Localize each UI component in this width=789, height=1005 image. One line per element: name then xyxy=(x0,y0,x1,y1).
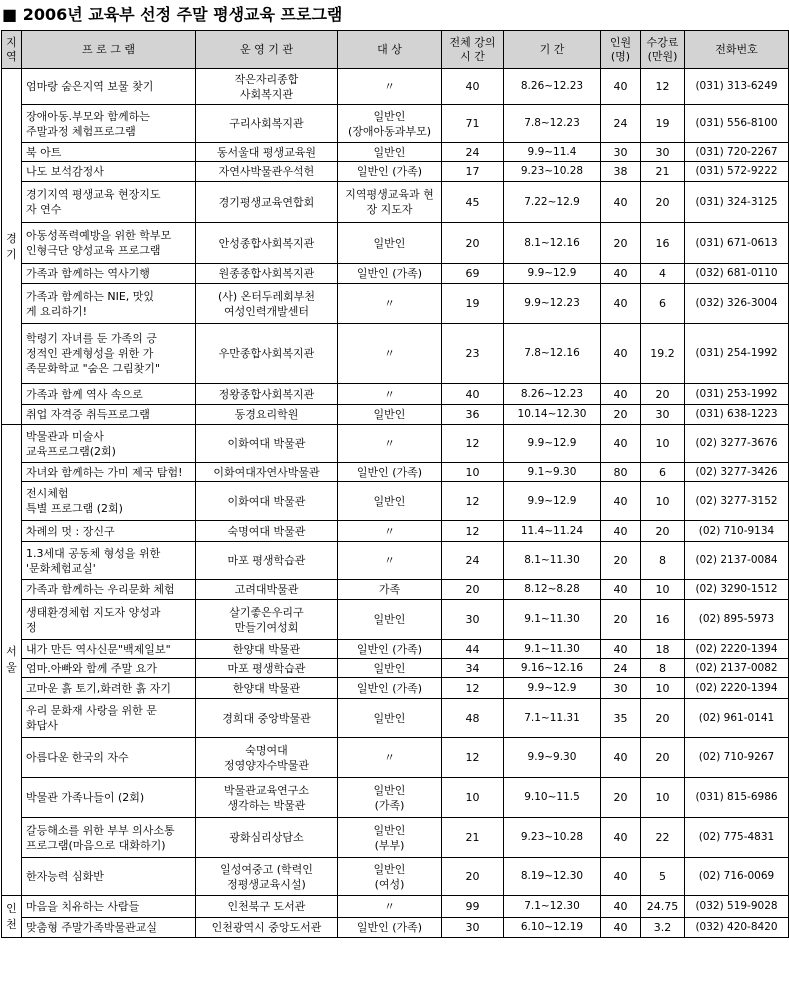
program-cell: 한자능력 심화반 xyxy=(22,858,196,896)
sessions-cell: 12 xyxy=(442,425,504,463)
sessions-cell: 17 xyxy=(442,162,504,182)
phone-cell: (02) 3277-3426 xyxy=(685,463,789,482)
period-cell: 8.1~11.30 xyxy=(504,542,601,580)
target-cell: 일반인 (장애아동과부모) xyxy=(338,105,442,143)
fee-cell: 8 xyxy=(641,659,685,678)
sessions-cell: 20 xyxy=(442,580,504,600)
header-target: 대 상 xyxy=(338,31,442,69)
period-cell: 9.16~12.16 xyxy=(504,659,601,678)
org-cell: 구리사회복지관 xyxy=(196,105,338,143)
program-cell: 1.3세대 공동체 형성을 위한 '문화체험교실' xyxy=(22,542,196,580)
program-cell: 차례의 멋 : 장신구 xyxy=(22,521,196,542)
org-cell: 안성종합사회복지관 xyxy=(196,223,338,264)
phone-cell: (02) 2220-1394 xyxy=(685,678,789,699)
phone-cell: (02) 716-0069 xyxy=(685,858,789,896)
program-cell: 내가 만든 역사신문"백제일보" xyxy=(22,640,196,659)
org-cell: 우만종합사회복지관 xyxy=(196,324,338,384)
fee-cell: 6 xyxy=(641,284,685,324)
table-row xyxy=(2,600,789,640)
target-cell: 일반인 (가족) xyxy=(338,264,442,284)
sessions-cell: 44 xyxy=(442,640,504,659)
fee-cell: 22 xyxy=(641,818,685,858)
program-cell: 마음을 치유하는 사람들 xyxy=(22,896,196,918)
period-cell: 7.8~12.16 xyxy=(504,324,601,384)
fee-cell: 30 xyxy=(641,405,685,425)
org-cell: 박물관교육연구소 생각하는 박물관 xyxy=(196,778,338,818)
org-cell: 마포 평생학습관 xyxy=(196,659,338,678)
org-cell: 일성여중고 (학력인 정평생교육시설) xyxy=(196,858,338,896)
program-cell: 엄마.아빠와 함께 주말 요가 xyxy=(22,659,196,678)
table-row xyxy=(2,384,789,405)
target-cell: 일반인 (가족) xyxy=(338,463,442,482)
period-cell: 9.9~12.9 xyxy=(504,678,601,699)
period-cell: 9.9~12.9 xyxy=(504,425,601,463)
org-cell: 작은자리종합 사회복지관 xyxy=(196,69,338,105)
capacity-cell: 40 xyxy=(601,640,641,659)
target-cell: 〃 xyxy=(338,284,442,324)
fee-cell: 20 xyxy=(641,182,685,223)
capacity-cell: 40 xyxy=(601,580,641,600)
phone-cell: (032) 519-9028 xyxy=(685,896,789,918)
capacity-cell: 40 xyxy=(601,182,641,223)
org-cell: 자연사박물관우석헌 xyxy=(196,162,338,182)
table-row xyxy=(2,896,789,918)
header-row xyxy=(2,31,789,69)
table-row xyxy=(2,425,789,463)
table-row xyxy=(2,699,789,738)
capacity-cell: 20 xyxy=(601,600,641,640)
phone-cell: (02) 2137-0082 xyxy=(685,659,789,678)
program-cell: 박물관과 미술사 교육프로그램(2회) xyxy=(22,425,196,463)
program-cell: 가족과 함께 역사 속으로 xyxy=(22,384,196,405)
phone-cell: (02) 710-9134 xyxy=(685,521,789,542)
capacity-cell: 20 xyxy=(601,223,641,264)
phone-cell: (032) 420-8420 xyxy=(685,918,789,938)
sessions-cell: 71 xyxy=(442,105,504,143)
program-cell: 가족과 함께하는 우리문화 체험 xyxy=(22,580,196,600)
fee-cell: 20 xyxy=(641,699,685,738)
org-cell: 인천광역시 중앙도서관 xyxy=(196,918,338,938)
fee-cell: 6 xyxy=(641,463,685,482)
capacity-cell: 40 xyxy=(601,264,641,284)
table-row xyxy=(2,284,789,324)
table-row xyxy=(2,223,789,264)
sessions-cell: 24 xyxy=(442,143,504,162)
table-row xyxy=(2,678,789,699)
target-cell: 〃 xyxy=(338,896,442,918)
program-cell: 엄마랑 숨은지역 보물 찾기 xyxy=(22,69,196,105)
program-cell: 박물관 가족나들이 (2회) xyxy=(22,778,196,818)
target-cell: 〃 xyxy=(338,738,442,778)
header-fee: 수강료 (만원) xyxy=(641,31,685,69)
capacity-cell: 20 xyxy=(601,542,641,580)
fee-cell: 12 xyxy=(641,69,685,105)
fee-cell: 10 xyxy=(641,482,685,521)
table-row xyxy=(2,463,789,482)
fee-cell: 19.2 xyxy=(641,324,685,384)
period-cell: 9.9~12.23 xyxy=(504,284,601,324)
phone-cell: (02) 2137-0084 xyxy=(685,542,789,580)
table-body xyxy=(2,69,789,938)
org-cell: 이화여대자연사박물관 xyxy=(196,463,338,482)
capacity-cell: 40 xyxy=(601,69,641,105)
target-cell: 일반인 xyxy=(338,482,442,521)
target-cell: 일반인 xyxy=(338,223,442,264)
region-cell: 경 기 xyxy=(2,69,22,425)
capacity-cell: 40 xyxy=(601,918,641,938)
program-cell: 우리 문화재 사랑을 위한 문 화답사 xyxy=(22,699,196,738)
table-row xyxy=(2,918,789,938)
phone-cell: (032) 326-3004 xyxy=(685,284,789,324)
page-title: ■ 2006년 교육부 선정 주말 평생교육 프로그램 xyxy=(2,5,343,24)
table-row xyxy=(2,640,789,659)
period-cell: 6.10~12.19 xyxy=(504,918,601,938)
phone-cell: (02) 2220-1394 xyxy=(685,640,789,659)
program-cell: 학령기 자녀를 둔 가족의 긍 정적인 관계형성을 위한 가 족문화학교 "숨은 그림찾기" xyxy=(22,324,196,384)
table-row xyxy=(2,542,789,580)
period-cell: 9.9~9.30 xyxy=(504,738,601,778)
target-cell: 일반인 (가족) xyxy=(338,162,442,182)
phone-cell: (02) 895-5973 xyxy=(685,600,789,640)
fee-cell: 20 xyxy=(641,521,685,542)
sessions-cell: 10 xyxy=(442,778,504,818)
header-org: 운 영 기 관 xyxy=(196,31,338,69)
period-cell: 8.19~12.30 xyxy=(504,858,601,896)
period-cell: 7.22~12.9 xyxy=(504,182,601,223)
capacity-cell: 38 xyxy=(601,162,641,182)
sessions-cell: 30 xyxy=(442,600,504,640)
fee-cell: 19 xyxy=(641,105,685,143)
fee-cell: 5 xyxy=(641,858,685,896)
sessions-cell: 12 xyxy=(442,521,504,542)
org-cell: 인천북구 도서관 xyxy=(196,896,338,918)
capacity-cell: 40 xyxy=(601,521,641,542)
period-cell: 9.23~10.28 xyxy=(504,818,601,858)
table-row xyxy=(2,778,789,818)
phone-cell: (031) 572-9222 xyxy=(685,162,789,182)
period-cell: 9.1~11.30 xyxy=(504,600,601,640)
org-cell: 이화여대 박물관 xyxy=(196,482,338,521)
period-cell: 9.9~12.9 xyxy=(504,264,601,284)
capacity-cell: 24 xyxy=(601,659,641,678)
phone-cell: (031) 556-8100 xyxy=(685,105,789,143)
period-cell: 10.14~12.30 xyxy=(504,405,601,425)
program-cell: 경기지역 평생교육 현장지도 자 연수 xyxy=(22,182,196,223)
sessions-cell: 19 xyxy=(442,284,504,324)
table-row xyxy=(2,105,789,143)
capacity-cell: 40 xyxy=(601,384,641,405)
period-cell: 7.1~12.30 xyxy=(504,896,601,918)
phone-cell: (02) 961-0141 xyxy=(685,699,789,738)
fee-cell: 4 xyxy=(641,264,685,284)
org-cell: 고려대박물관 xyxy=(196,580,338,600)
fee-cell: 18 xyxy=(641,640,685,659)
org-cell: 광화심리상담소 xyxy=(196,818,338,858)
org-cell: 숙명여대 박물관 xyxy=(196,521,338,542)
sessions-cell: 12 xyxy=(442,678,504,699)
fee-cell: 24.75 xyxy=(641,896,685,918)
org-cell: 이화여대 박물관 xyxy=(196,425,338,463)
table-row xyxy=(2,580,789,600)
target-cell: 가족 xyxy=(338,580,442,600)
table-row xyxy=(2,405,789,425)
fee-cell: 8 xyxy=(641,542,685,580)
sessions-cell: 10 xyxy=(442,463,504,482)
table-row xyxy=(2,182,789,223)
org-cell: 마포 평생학습관 xyxy=(196,542,338,580)
table-row xyxy=(2,818,789,858)
target-cell: 〃 xyxy=(338,384,442,405)
phone-cell: (02) 3277-3152 xyxy=(685,482,789,521)
period-cell: 8.12~8.28 xyxy=(504,580,601,600)
capacity-cell: 40 xyxy=(601,482,641,521)
target-cell: 일반인 (가족) xyxy=(338,640,442,659)
fee-cell: 10 xyxy=(641,580,685,600)
capacity-cell: 35 xyxy=(601,699,641,738)
table-row xyxy=(2,659,789,678)
period-cell: 7.1~11.31 xyxy=(504,699,601,738)
header-sessions: 전체 강의 시 간 xyxy=(442,31,504,69)
phone-cell: (031) 313-6249 xyxy=(685,69,789,105)
header-region: 지 역 xyxy=(2,31,22,69)
table-row xyxy=(2,143,789,162)
phone-cell: (032) 681-0110 xyxy=(685,264,789,284)
header-period: 기 간 xyxy=(504,31,601,69)
region-cell: 인 천 xyxy=(2,896,22,938)
sessions-cell: 45 xyxy=(442,182,504,223)
fee-cell: 3.2 xyxy=(641,918,685,938)
org-cell: 정왕종합사회복지관 xyxy=(196,384,338,405)
program-cell: 가족과 함께하는 NIE, 맛있 게 요리하기! xyxy=(22,284,196,324)
sessions-cell: 40 xyxy=(442,384,504,405)
program-table xyxy=(1,30,789,938)
capacity-cell: 30 xyxy=(601,678,641,699)
table-row xyxy=(2,324,789,384)
capacity-cell: 40 xyxy=(601,324,641,384)
capacity-cell: 40 xyxy=(601,896,641,918)
phone-cell: (02) 3290-1512 xyxy=(685,580,789,600)
target-cell: 〃 xyxy=(338,425,442,463)
header-capacity: 인원 (명) xyxy=(601,31,641,69)
fee-cell: 10 xyxy=(641,678,685,699)
period-cell: 9.23~10.28 xyxy=(504,162,601,182)
program-cell: 가족과 함께하는 역사기행 xyxy=(22,264,196,284)
target-cell: 일반인 xyxy=(338,659,442,678)
org-cell: (사) 온터두레회부천 여성인력개발센터 xyxy=(196,284,338,324)
period-cell: 9.9~12.9 xyxy=(504,482,601,521)
capacity-cell: 40 xyxy=(601,818,641,858)
phone-cell: (031) 254-1992 xyxy=(685,324,789,384)
org-cell: 원종종합사회복지관 xyxy=(196,264,338,284)
region-cell: 서 울 xyxy=(2,425,22,896)
header-phone: 전화번호 xyxy=(685,31,789,69)
table-row xyxy=(2,69,789,105)
fee-cell: 21 xyxy=(641,162,685,182)
phone-cell: (031) 815-6986 xyxy=(685,778,789,818)
target-cell: 지역평생교육과 현 장 지도자 xyxy=(338,182,442,223)
program-cell: 전시체험 특별 프로그램 (2회) xyxy=(22,482,196,521)
program-cell: 북 아트 xyxy=(22,143,196,162)
target-cell: 일반인 xyxy=(338,143,442,162)
period-cell: 9.9~11.4 xyxy=(504,143,601,162)
period-cell: 8.1~12.16 xyxy=(504,223,601,264)
table-row xyxy=(2,521,789,542)
program-cell: 갈등해소를 위한 부부 의사소통 프로그램(마음으로 대화하기) xyxy=(22,818,196,858)
program-cell: 아동성폭력예방을 위한 학부모 인형극단 양성교육 프로그램 xyxy=(22,223,196,264)
program-cell: 나도 보석감정사 xyxy=(22,162,196,182)
sessions-cell: 34 xyxy=(442,659,504,678)
sessions-cell: 12 xyxy=(442,738,504,778)
program-cell: 생태환경체험 지도자 양성과 정 xyxy=(22,600,196,640)
header-program: 프 로 그 램 xyxy=(22,31,196,69)
org-cell: 경기평생교육연합회 xyxy=(196,182,338,223)
target-cell: 일반인 (부부) xyxy=(338,818,442,858)
table-row xyxy=(2,482,789,521)
target-cell: 〃 xyxy=(338,521,442,542)
fee-cell: 30 xyxy=(641,143,685,162)
capacity-cell: 20 xyxy=(601,778,641,818)
sessions-cell: 99 xyxy=(442,896,504,918)
program-cell: 자녀와 함께하는 가미 제국 탐험! xyxy=(22,463,196,482)
phone-cell: (02) 775-4831 xyxy=(685,818,789,858)
phone-cell: (031) 638-1223 xyxy=(685,405,789,425)
period-cell: 8.26~12.23 xyxy=(504,69,601,105)
table-row xyxy=(2,162,789,182)
table-row xyxy=(2,858,789,896)
target-cell: 〃 xyxy=(338,69,442,105)
period-cell: 9.1~9.30 xyxy=(504,463,601,482)
target-cell: 일반인 (가족) xyxy=(338,778,442,818)
period-cell: 9.10~11.5 xyxy=(504,778,601,818)
org-cell: 숙명여대 정영양자수박물관 xyxy=(196,738,338,778)
table-row xyxy=(2,264,789,284)
phone-cell: (031) 671-0613 xyxy=(685,223,789,264)
phone-cell: (02) 710-9267 xyxy=(685,738,789,778)
target-cell: 일반인 xyxy=(338,405,442,425)
capacity-cell: 20 xyxy=(601,405,641,425)
sessions-cell: 20 xyxy=(442,223,504,264)
fee-cell: 16 xyxy=(641,600,685,640)
program-cell: 맞춤형 주말가족박물관교실 xyxy=(22,918,196,938)
sessions-cell: 20 xyxy=(442,858,504,896)
fee-cell: 10 xyxy=(641,778,685,818)
org-cell: 한양대 박물관 xyxy=(196,640,338,659)
target-cell: 〃 xyxy=(338,542,442,580)
capacity-cell: 40 xyxy=(601,425,641,463)
program-cell: 장애아동.부모와 함께하는 주말과정 체험프로그램 xyxy=(22,105,196,143)
sessions-cell: 48 xyxy=(442,699,504,738)
org-cell: 동서울대 평생교육원 xyxy=(196,143,338,162)
capacity-cell: 40 xyxy=(601,858,641,896)
program-cell: 취업 자격증 취득프로그램 xyxy=(22,405,196,425)
period-cell: 7.8~12.23 xyxy=(504,105,601,143)
sessions-cell: 23 xyxy=(442,324,504,384)
capacity-cell: 80 xyxy=(601,463,641,482)
fee-cell: 20 xyxy=(641,738,685,778)
program-cell: 고마운 흙 토기,화려한 흙 자기 xyxy=(22,678,196,699)
capacity-cell: 40 xyxy=(601,284,641,324)
org-cell: 동경요리학원 xyxy=(196,405,338,425)
phone-cell: (02) 3277-3676 xyxy=(685,425,789,463)
phone-cell: (031) 720-2267 xyxy=(685,143,789,162)
period-cell: 8.26~12.23 xyxy=(504,384,601,405)
sessions-cell: 12 xyxy=(442,482,504,521)
fee-cell: 20 xyxy=(641,384,685,405)
phone-cell: (031) 324-3125 xyxy=(685,182,789,223)
capacity-cell: 24 xyxy=(601,105,641,143)
table-row xyxy=(2,738,789,778)
target-cell: 〃 xyxy=(338,324,442,384)
period-cell: 11.4~11.24 xyxy=(504,521,601,542)
capacity-cell: 40 xyxy=(601,738,641,778)
fee-cell: 10 xyxy=(641,425,685,463)
sessions-cell: 40 xyxy=(442,69,504,105)
period-cell: 9.1~11.30 xyxy=(504,640,601,659)
sessions-cell: 30 xyxy=(442,918,504,938)
fee-cell: 16 xyxy=(641,223,685,264)
sessions-cell: 24 xyxy=(442,542,504,580)
target-cell: 일반인 (가족) xyxy=(338,918,442,938)
sessions-cell: 36 xyxy=(442,405,504,425)
target-cell: 일반인 xyxy=(338,600,442,640)
org-cell: 경희대 중앙박물관 xyxy=(196,699,338,738)
org-cell: 살기좋은우리구 만들기여성회 xyxy=(196,600,338,640)
sessions-cell: 69 xyxy=(442,264,504,284)
target-cell: 일반인 (여성) xyxy=(338,858,442,896)
org-cell: 한양대 박물관 xyxy=(196,678,338,699)
target-cell: 일반인 (가족) xyxy=(338,678,442,699)
target-cell: 일반인 xyxy=(338,699,442,738)
phone-cell: (031) 253-1992 xyxy=(685,384,789,405)
program-cell: 아름다운 한국의 자수 xyxy=(22,738,196,778)
sessions-cell: 21 xyxy=(442,818,504,858)
capacity-cell: 30 xyxy=(601,143,641,162)
